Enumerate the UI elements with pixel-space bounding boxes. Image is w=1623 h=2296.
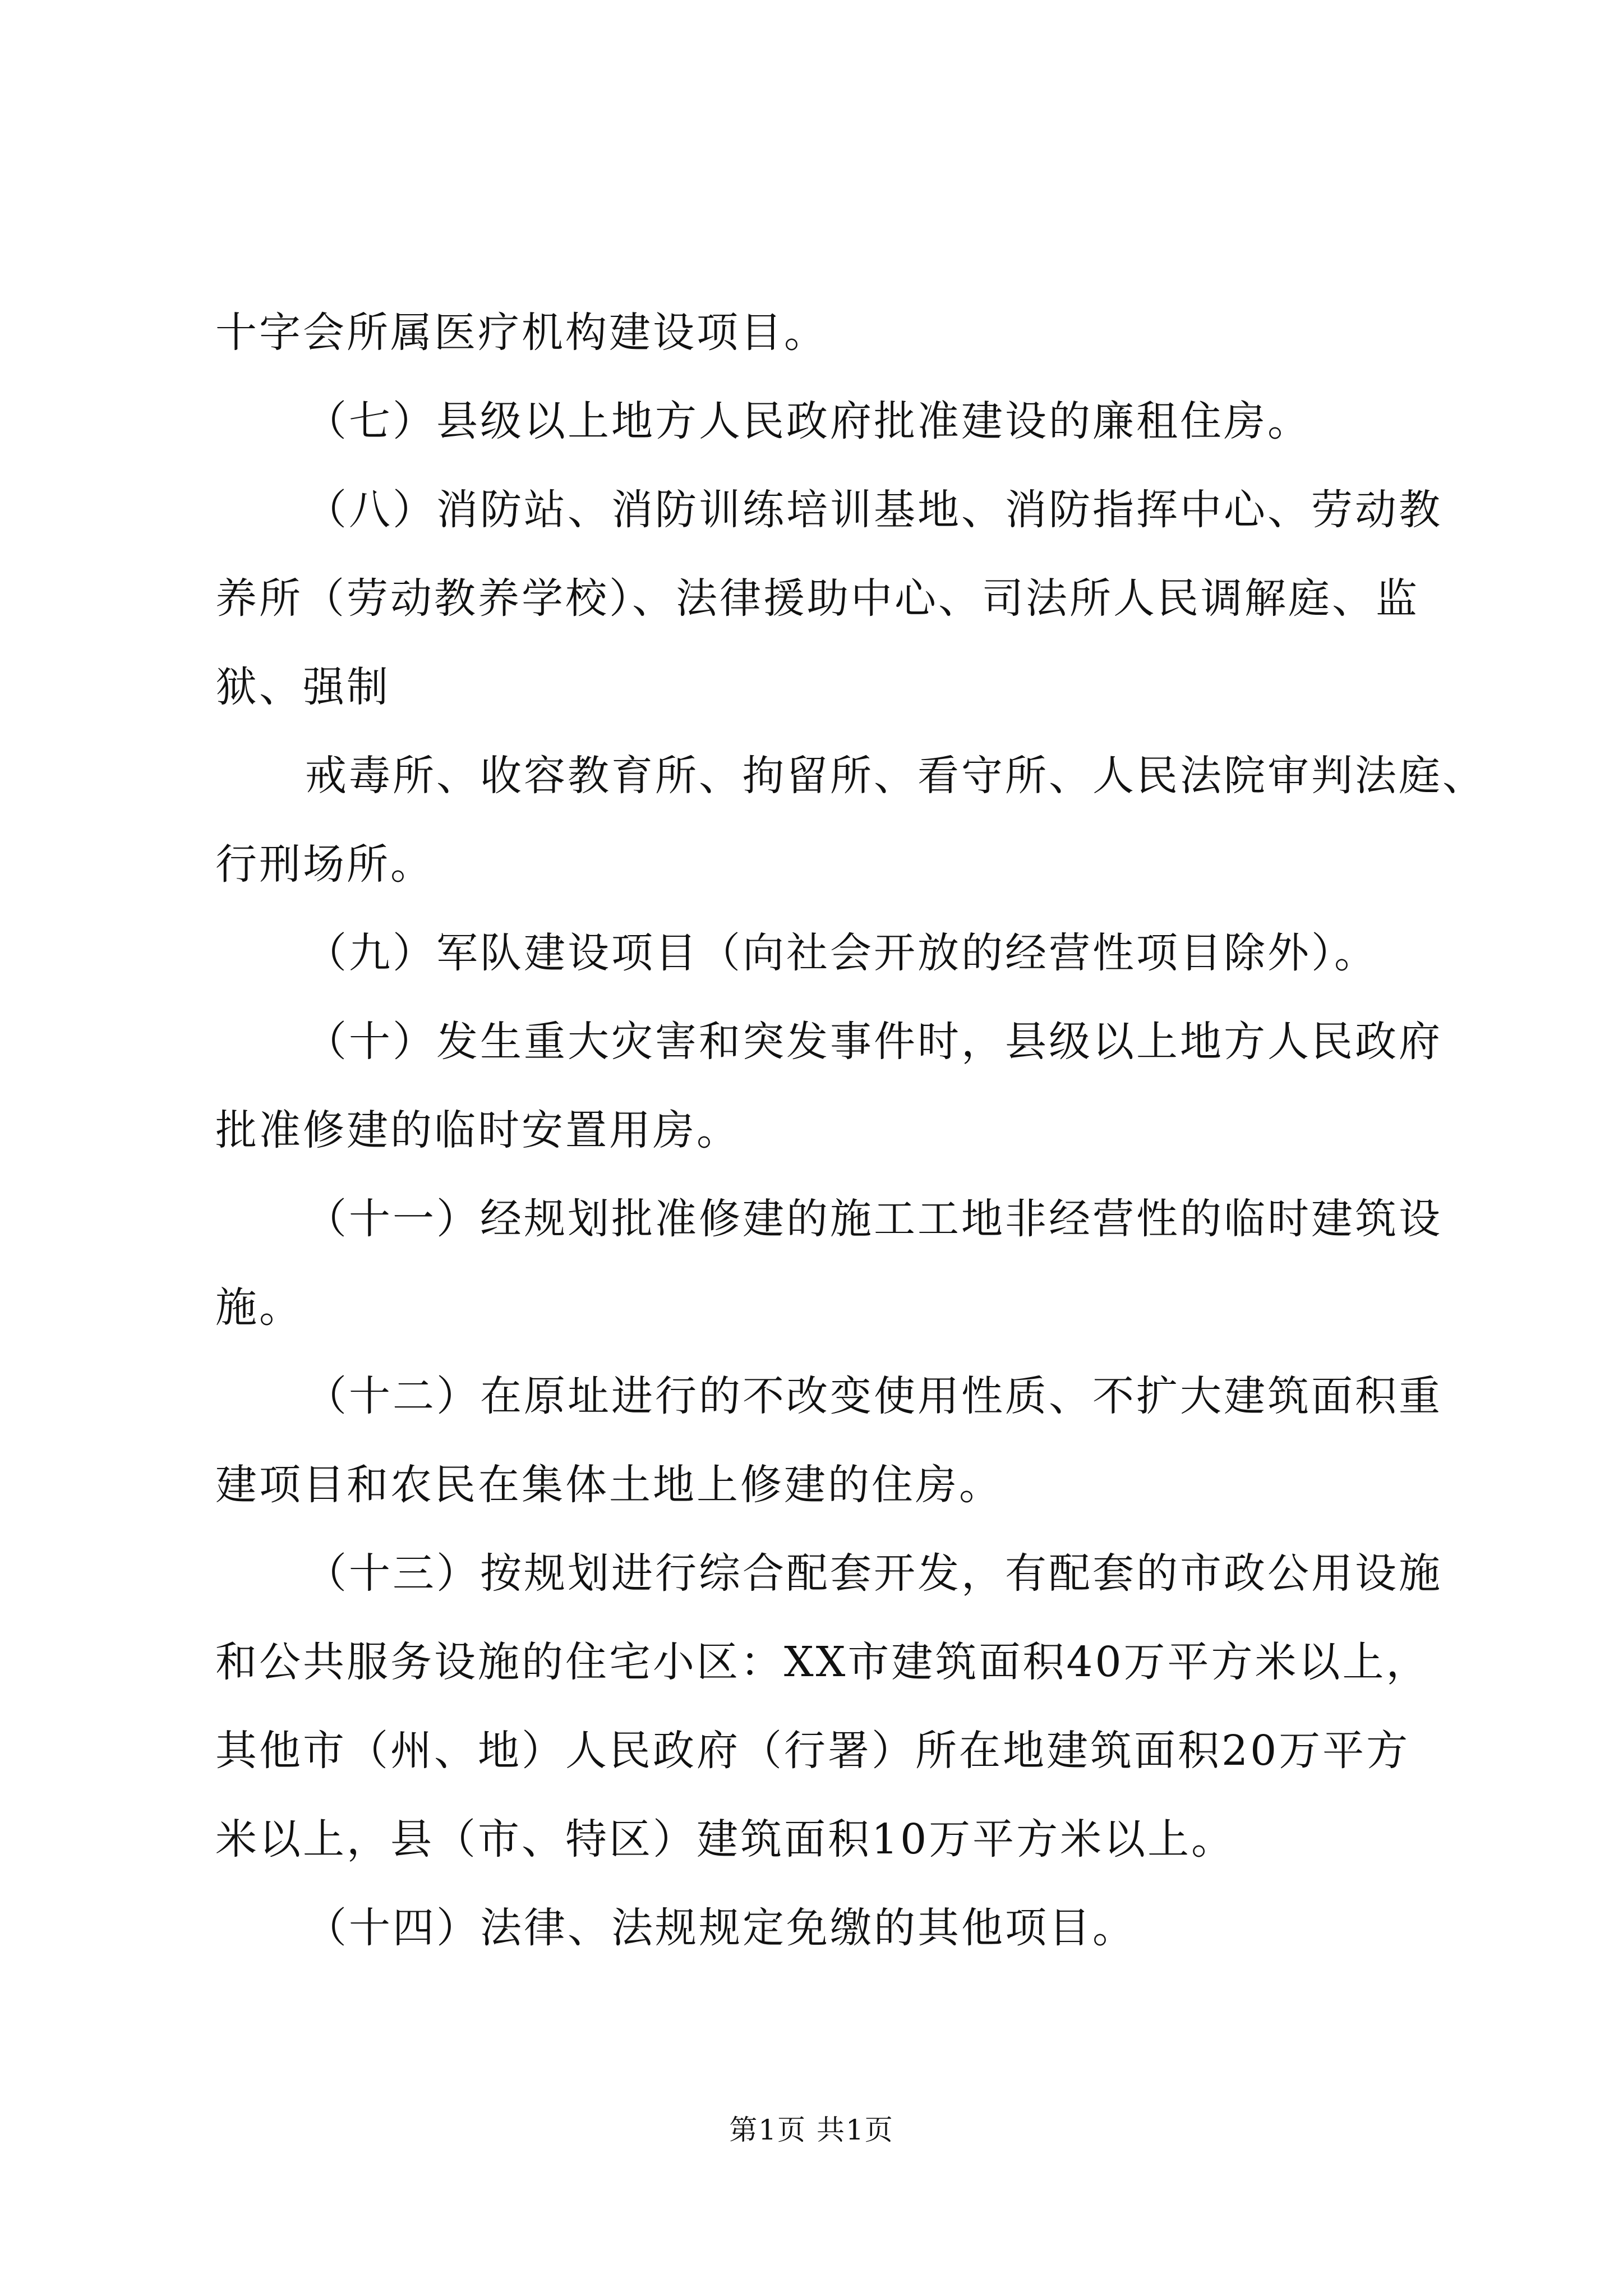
text-line: （十三）按规划进行综合配套开发，有配套的市政公用设施 — [305, 1549, 1442, 1598]
text-line: 施。 — [215, 1283, 303, 1332]
document-body — [215, 303, 1486, 1987]
text-line: （十四）法律、法规规定免缴的其他项目。 — [305, 1904, 1136, 1952]
text-line: （九）军队建设项目（向社会开放的经营性项目除外）。 — [305, 929, 1378, 977]
text-line: （十）发生重大灾害和突发事件时，县级以上地方人民政府 — [305, 1018, 1442, 1066]
text-line: 行刑场所。 — [215, 840, 434, 889]
text-line: （八）消防站、消防训练培训基地、消防指挥中心、劳动教 — [305, 486, 1442, 534]
text-line: 养所（劳动教养学校）、法律援助中心、司法所人民调解庭、监 — [215, 574, 1419, 623]
text-line: 狱、强制 — [215, 663, 390, 711]
text-line: 十字会所属医疗机构建设项目。 — [215, 309, 828, 357]
text-line: 和公共服务设施的住宅小区：XX市建筑面积40万平方米以上， — [215, 1638, 1430, 1686]
text-line: 戒毒所、收容教育所、拘留所、看守所、人民法院审判法庭、 — [305, 752, 1486, 800]
text-line: 建项目和农民在集体土地上修建的住房。 — [215, 1461, 1003, 1509]
text-line: 其他市（州、地）人民政府（行署）所在地建筑面积20万平方 — [215, 1727, 1410, 1775]
text-line: 批准修建的临时安置用房。 — [215, 1106, 740, 1154]
page-footer: 第1页 共1页 — [729, 2114, 894, 2146]
text-line: （七）县级以上地方人民政府批准建设的廉租住房。 — [305, 397, 1311, 445]
text-line: （十二）在原址进行的不改变使用性质、不扩大建筑面积重 — [305, 1372, 1442, 1420]
text-line: （十一）经规划批准修建的施工工地非经营性的临时建筑设 — [305, 1195, 1442, 1243]
text-line: 米以上，县（市、特区）建筑面积10万平方米以上。 — [215, 1815, 1235, 1864]
